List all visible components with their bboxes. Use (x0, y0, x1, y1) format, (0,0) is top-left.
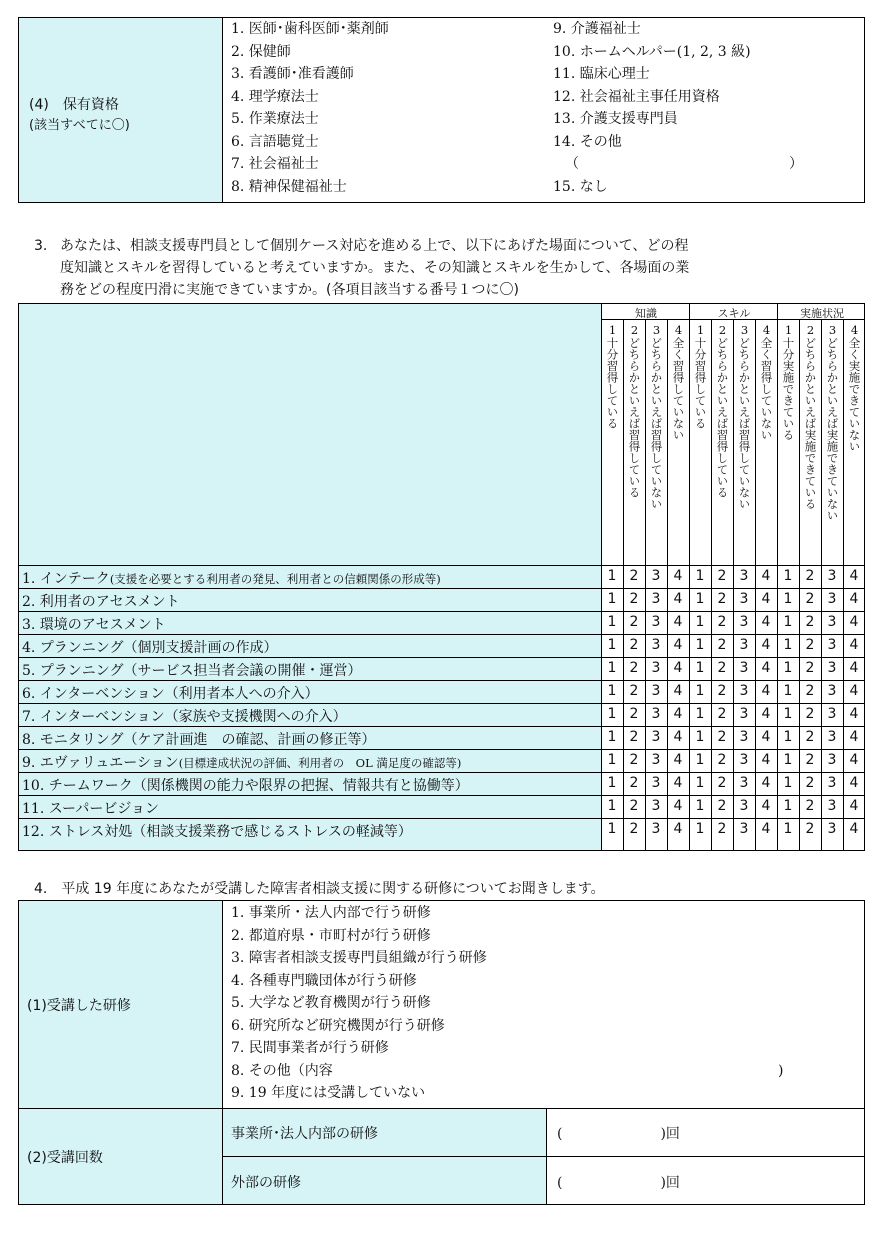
rating-option[interactable]: 2 (629, 568, 639, 584)
table-row-label: 3. 環境のアセスメント (22, 617, 166, 633)
rating-option[interactable]: 1 (607, 591, 617, 607)
rating-option[interactable]: 2 (805, 729, 815, 745)
scale-label: 3どちらかといえば実施できていない (825, 323, 840, 521)
rating-option[interactable]: 3 (651, 775, 661, 791)
group-header-skill: スキル (717, 307, 751, 320)
qual-option[interactable]: 4. 理学療法士 (231, 88, 319, 105)
qual-option[interactable]: 12. 社会福祉主事任用資格 (553, 88, 720, 105)
rating-option[interactable]: 2 (717, 568, 727, 584)
rating-option[interactable]: 2 (805, 660, 815, 676)
group-header-implementation: 実施状況 (800, 307, 844, 320)
rating-option[interactable]: 4 (849, 660, 859, 676)
scale-label: 3どちらかといえば習得していない (737, 323, 752, 510)
rating-option[interactable]: 4 (761, 752, 771, 768)
training-option[interactable]: 9. 19 年度には受講していない (231, 1085, 426, 1101)
rating-option[interactable]: 1 (783, 821, 793, 837)
rating-option[interactable]: 3 (739, 591, 749, 607)
rating-option[interactable]: 3 (827, 752, 837, 768)
table-grid-line (19, 565, 865, 566)
scale-label: 2どちらかといえば習得している (627, 323, 642, 498)
rating-option[interactable]: 3 (827, 683, 837, 699)
table-row-label (22, 568, 441, 588)
rating-option[interactable]: 2 (717, 775, 727, 791)
table-row-label: 8. モニタリング（ケア計画進 の確認、計画の修正等） (22, 732, 376, 748)
rating-option[interactable]: 1 (607, 568, 617, 584)
table-grid-line (733, 319, 734, 850)
item-sub: (支援を必要とする利用者の発見、利用者との信頼関係の形成等) (109, 572, 441, 586)
rating-option[interactable]: 3 (827, 637, 837, 653)
rating-option[interactable]: 1 (783, 683, 793, 699)
scale-label: 1十分実施できている (781, 323, 796, 441)
qual-option[interactable]: 8. 精神保健福祉士 (231, 178, 347, 195)
scale-label: 3どちらかといえば習得していない (649, 323, 664, 510)
rating-option[interactable]: 3 (739, 568, 749, 584)
rating-option[interactable]: 4 (761, 568, 771, 584)
rating-option[interactable]: 1 (783, 568, 793, 584)
rating-option[interactable]: 2 (717, 706, 727, 722)
rating-option[interactable]: 2 (805, 775, 815, 791)
rating-option[interactable]: 3 (651, 729, 661, 745)
rating-option[interactable]: 4 (761, 660, 771, 676)
rating-option[interactable]: 1 (695, 637, 705, 653)
item-main: 9. エヴァリュエーション (22, 755, 179, 771)
rating-option[interactable]: 4 (673, 568, 683, 584)
rating-option[interactable]: 1 (783, 591, 793, 607)
training-count-label-cell (18, 1108, 223, 1205)
table-grid-line (19, 588, 865, 589)
qual-option[interactable]: 13. 介護支援専門員 (553, 111, 678, 127)
rating-option[interactable]: 3 (739, 752, 749, 768)
question-4-heading: 4. 平成 19 年度にあなたが受講した障害者相談支援に関する研修についてお聞きします。 (34, 881, 605, 897)
rating-option[interactable]: 2 (805, 821, 815, 837)
rating-option[interactable]: 3 (651, 660, 661, 676)
rating-option[interactable]: 1 (607, 775, 617, 791)
rating-option[interactable]: 1 (783, 798, 793, 814)
rating-option[interactable]: 4 (849, 614, 859, 630)
rating-option[interactable]: 2 (805, 568, 815, 584)
rating-option[interactable]: 4 (761, 614, 771, 630)
training-option[interactable]: 3. 障害者相談支援専門員組織が行う研修 (231, 950, 487, 966)
table-grid-line (19, 749, 865, 750)
rating-option[interactable]: 2 (629, 798, 639, 814)
rating-option[interactable]: 3 (651, 798, 661, 814)
training-option[interactable]: 5. 大学など教育機関が行う研修 (231, 995, 431, 1011)
qualification-note: (該当すべてに〇) (29, 118, 130, 133)
rating-option[interactable]: 3 (827, 591, 837, 607)
rating-option[interactable]: 1 (695, 591, 705, 607)
rating-option[interactable]: 3 (651, 591, 661, 607)
rating-option[interactable]: 4 (849, 775, 859, 791)
rating-option[interactable]: 4 (673, 752, 683, 768)
item-main: 1. インテーク (22, 571, 110, 587)
training-attended-label-cell (18, 900, 223, 1109)
rating-option[interactable]: 1 (607, 798, 617, 814)
rating-option[interactable]: 2 (717, 614, 727, 630)
table-row-label: 11. スーパービジョン (22, 801, 160, 817)
rating-option[interactable]: 3 (827, 798, 837, 814)
qual-option[interactable]: 14. その他 (553, 133, 622, 150)
training-option[interactable]: 6. 研究所など研究機関が行う研修 (231, 1017, 445, 1034)
training-attended-label: (1)受講した研修 (27, 998, 131, 1014)
table-grid-line (19, 772, 865, 773)
rating-option[interactable]: 3 (827, 660, 837, 676)
table-grid-line (19, 795, 865, 796)
rating-option[interactable]: 3 (827, 568, 837, 584)
qual-option[interactable]: 1. 医師･歯科医師･薬剤師 (231, 21, 389, 37)
qual-option[interactable]: 15. なし (553, 178, 608, 195)
rating-option[interactable]: 1 (695, 683, 705, 699)
scale-label: 4全く実施できていない (847, 323, 862, 452)
rating-option[interactable]: 2 (629, 775, 639, 791)
table-grid-line (799, 319, 800, 850)
rating-option[interactable]: 2 (629, 637, 639, 653)
qual-other-input[interactable]: （ ） (565, 156, 803, 172)
table-row-label: 6. インターベンション（利用者本人への介入） (22, 686, 319, 702)
table-row-label: 10. チームワーク（関係機関の能力や限界の把握、情報共有と協働等） (22, 778, 469, 794)
table-row-label: 5. プランニング（サービス担当者会議の開催・運営） (22, 663, 362, 679)
internal-training-label: 事業所･法人内部の研修 (231, 1126, 378, 1142)
training-count-label: (2)受講回数 (27, 1150, 103, 1166)
table-row-label: 12. ストレス対処（相談支援業務で感じるストレスの軽減等） (22, 824, 412, 840)
rating-option[interactable]: 4 (673, 798, 683, 814)
rating-option[interactable]: 2 (629, 591, 639, 607)
rating-option[interactable]: 2 (629, 752, 639, 768)
scale-label: 2どちらかといえば実施できている (803, 323, 818, 510)
rating-option[interactable]: 4 (673, 729, 683, 745)
rating-option[interactable]: 2 (629, 660, 639, 676)
rating-option[interactable]: 2 (805, 614, 815, 630)
table-row-label: 7. インターベンション（家族や支援機関への介入） (22, 709, 347, 725)
rating-option[interactable]: 3 (739, 660, 749, 676)
rating-option[interactable]: 2 (805, 683, 815, 699)
rating-option[interactable]: 2 (717, 660, 727, 676)
qualification-title: (4) 保有資格 (29, 97, 119, 113)
rating-option[interactable]: 4 (761, 637, 771, 653)
item-sub: (目標達成状況の評価、利用者の OL 満足度の確認等) (178, 756, 462, 770)
rating-option[interactable]: 4 (761, 683, 771, 699)
rating-option[interactable]: 3 (651, 568, 661, 584)
group-header-knowledge: 知識 (635, 307, 657, 320)
table-grid-line (623, 319, 624, 850)
rating-option[interactable]: 2 (629, 706, 639, 722)
rating-option[interactable]: 4 (673, 706, 683, 722)
rating-option[interactable]: 4 (849, 752, 859, 768)
qual-option[interactable]: 3. 看護師･准看護師 (231, 66, 354, 82)
internal-training-count-cell (546, 1108, 865, 1157)
rating-option[interactable]: 4 (673, 614, 683, 630)
table-grid-line (19, 680, 865, 681)
rating-option[interactable]: 1 (695, 568, 705, 584)
rating-option[interactable]: 4 (761, 798, 771, 814)
table-grid-line (667, 319, 668, 850)
rating-option[interactable]: 4 (849, 637, 859, 653)
rating-option[interactable]: 2 (805, 752, 815, 768)
rating-option[interactable]: 1 (607, 729, 617, 745)
rating-option[interactable]: 4 (673, 821, 683, 837)
internal-training-label-cell (222, 1108, 547, 1157)
rating-option[interactable]: 3 (739, 798, 749, 814)
rating-option[interactable]: 2 (805, 591, 815, 607)
table-grid-line (711, 319, 712, 850)
qual-option[interactable]: 7. 社会福祉士 (231, 156, 319, 172)
table-grid-line (821, 319, 822, 850)
training-other-close-paren: ) (778, 1062, 784, 1079)
internal-training-count-input[interactable]: ( )回 (557, 1126, 680, 1142)
rating-option[interactable]: 1 (607, 660, 617, 676)
rating-option[interactable]: 1 (783, 729, 793, 745)
rating-option[interactable]: 4 (761, 775, 771, 791)
rating-option[interactable]: 3 (651, 637, 661, 653)
rating-option[interactable]: 4 (673, 637, 683, 653)
rating-option[interactable]: 2 (629, 614, 639, 630)
rating-option[interactable]: 2 (717, 591, 727, 607)
rating-option[interactable]: 3 (827, 614, 837, 630)
rating-option[interactable]: 4 (849, 821, 859, 837)
table-grid-line (19, 634, 865, 635)
qual-option[interactable]: 2. 保健師 (231, 43, 291, 60)
rating-option[interactable]: 1 (695, 752, 705, 768)
rating-option[interactable]: 2 (717, 821, 727, 837)
qual-option[interactable]: 11. 臨床心理士 (553, 66, 650, 82)
qual-option[interactable]: 5. 作業療法士 (231, 111, 319, 127)
external-training-label-cell (222, 1156, 547, 1205)
rating-option[interactable]: 2 (717, 729, 727, 745)
rating-option[interactable]: 4 (673, 591, 683, 607)
rating-option[interactable]: 4 (673, 660, 683, 676)
rating-option[interactable]: 1 (607, 706, 617, 722)
rating-option[interactable]: 4 (849, 729, 859, 745)
rating-option[interactable]: 2 (629, 683, 639, 699)
rating-option[interactable]: 1 (783, 706, 793, 722)
rating-option[interactable]: 3 (739, 614, 749, 630)
rating-option[interactable]: 3 (651, 614, 661, 630)
rating-option[interactable]: 2 (717, 752, 727, 768)
rating-option[interactable]: 1 (783, 660, 793, 676)
rating-option[interactable]: 3 (827, 821, 837, 837)
rating-option[interactable]: 3 (739, 729, 749, 745)
rating-option[interactable]: 4 (673, 683, 683, 699)
rating-option[interactable]: 4 (761, 706, 771, 722)
rating-option[interactable]: 1 (695, 798, 705, 814)
rating-option[interactable]: 2 (629, 821, 639, 837)
skills-rating-table (18, 303, 865, 851)
training-option[interactable]: 4. 各種専門職団体が行う研修 (231, 972, 417, 989)
scale-label: 1十分習得している (605, 323, 620, 429)
rating-option[interactable]: 4 (849, 706, 859, 722)
qual-option[interactable]: 9. 介護福祉士 (553, 21, 641, 37)
rating-option[interactable]: 3 (739, 821, 749, 837)
rating-option[interactable]: 1 (695, 706, 705, 722)
scale-label: 1十分習得している (693, 323, 708, 429)
rating-option[interactable]: 4 (761, 591, 771, 607)
rating-option[interactable]: 1 (695, 614, 705, 630)
training-option[interactable]: 2. 都道府県・市町村が行う研修 (231, 927, 431, 944)
external-training-label: 外部の研修 (231, 1175, 301, 1191)
rating-option[interactable]: 1 (783, 775, 793, 791)
training-table (18, 900, 865, 1205)
rating-option[interactable]: 1 (783, 614, 793, 630)
rating-option[interactable]: 4 (673, 775, 683, 791)
rating-option[interactable]: 4 (761, 729, 771, 745)
rating-option[interactable]: 4 (849, 568, 859, 584)
rating-option[interactable]: 2 (805, 637, 815, 653)
qual-option[interactable]: 10. ホームヘルパー(1, 2, 3 級) (553, 43, 751, 60)
rating-option[interactable]: 3 (827, 729, 837, 745)
rating-option[interactable]: 1 (695, 821, 705, 837)
rating-option[interactable]: 1 (695, 660, 705, 676)
table-row-label (22, 752, 461, 772)
rating-option[interactable]: 1 (695, 775, 705, 791)
rating-option[interactable]: 3 (827, 706, 837, 722)
external-training-count-input[interactable]: ( )回 (557, 1175, 680, 1191)
rating-option[interactable]: 3 (739, 637, 749, 653)
rating-option[interactable]: 2 (717, 798, 727, 814)
external-training-count-cell (546, 1156, 865, 1205)
rating-option[interactable]: 2 (717, 683, 727, 699)
question-text-line: あなたは、相談支援専門員として個別ケース対応を進める上で、以下にあげた場面について、どの程 (60, 238, 689, 254)
table-row-label: 2. 利用者のアセスメント (22, 594, 180, 610)
scale-label: 2どちらかといえば習得している (715, 323, 730, 498)
question-text-line: 度知識とスキルを習得していると考えていますか。また、その知識とスキルを生かして、各場面の業 (60, 260, 690, 276)
question-text-line: 務をどの程度円滑に実施できていますか。(各項目該当する番号１つに〇) (60, 282, 519, 298)
rating-option[interactable]: 3 (651, 752, 661, 768)
rating-option[interactable]: 3 (651, 706, 661, 722)
scale-label: 4全く習得していない (671, 323, 686, 441)
rating-option[interactable]: 1 (607, 683, 617, 699)
rating-option[interactable]: 3 (739, 775, 749, 791)
training-option[interactable]: 1. 事業所・法人内部で行う研修 (231, 905, 431, 921)
training-options-cell (222, 900, 865, 1109)
rating-option[interactable]: 4 (849, 798, 859, 814)
rating-option[interactable]: 1 (783, 637, 793, 653)
rating-option[interactable]: 1 (607, 637, 617, 653)
table-row-label: 4. プランニング（個別支援計画の作成） (22, 640, 278, 656)
rating-option[interactable]: 1 (607, 821, 617, 837)
table-grid-line (19, 726, 865, 727)
table-grid-line (843, 319, 844, 850)
training-option[interactable]: 7. 民間事業者が行う研修 (231, 1040, 389, 1056)
training-option-other[interactable]: 8. その他（内容 (231, 1062, 333, 1079)
rating-option[interactable]: 2 (805, 798, 815, 814)
table-grid-line (19, 657, 865, 658)
table-grid-line (755, 319, 756, 850)
question-number: 3. (34, 238, 48, 254)
rating-option[interactable]: 4 (761, 821, 771, 837)
rating-option[interactable]: 3 (651, 821, 661, 837)
qual-option[interactable]: 6. 言語聴覚士 (231, 133, 319, 150)
rating-option[interactable]: 3 (739, 706, 749, 722)
rating-option[interactable]: 1 (607, 614, 617, 630)
rating-option[interactable]: 3 (651, 683, 661, 699)
qualification-options-cell (222, 17, 865, 203)
table-grid-line (19, 703, 865, 704)
rating-option[interactable]: 2 (717, 637, 727, 653)
rating-option[interactable]: 1 (607, 752, 617, 768)
rating-option[interactable]: 4 (849, 683, 859, 699)
table-grid-line (645, 319, 646, 850)
rating-option[interactable]: 3 (827, 775, 837, 791)
table-grid-line (19, 611, 865, 612)
scale-label: 4全く習得していない (759, 323, 774, 441)
rating-option[interactable]: 2 (629, 729, 639, 745)
table-grid-line (19, 818, 865, 819)
rating-option[interactable]: 4 (849, 591, 859, 607)
rating-option[interactable]: 1 (783, 752, 793, 768)
rating-option[interactable]: 1 (695, 729, 705, 745)
rating-option[interactable]: 2 (805, 706, 815, 722)
rating-option[interactable]: 3 (739, 683, 749, 699)
qualification-label-cell (18, 17, 223, 203)
